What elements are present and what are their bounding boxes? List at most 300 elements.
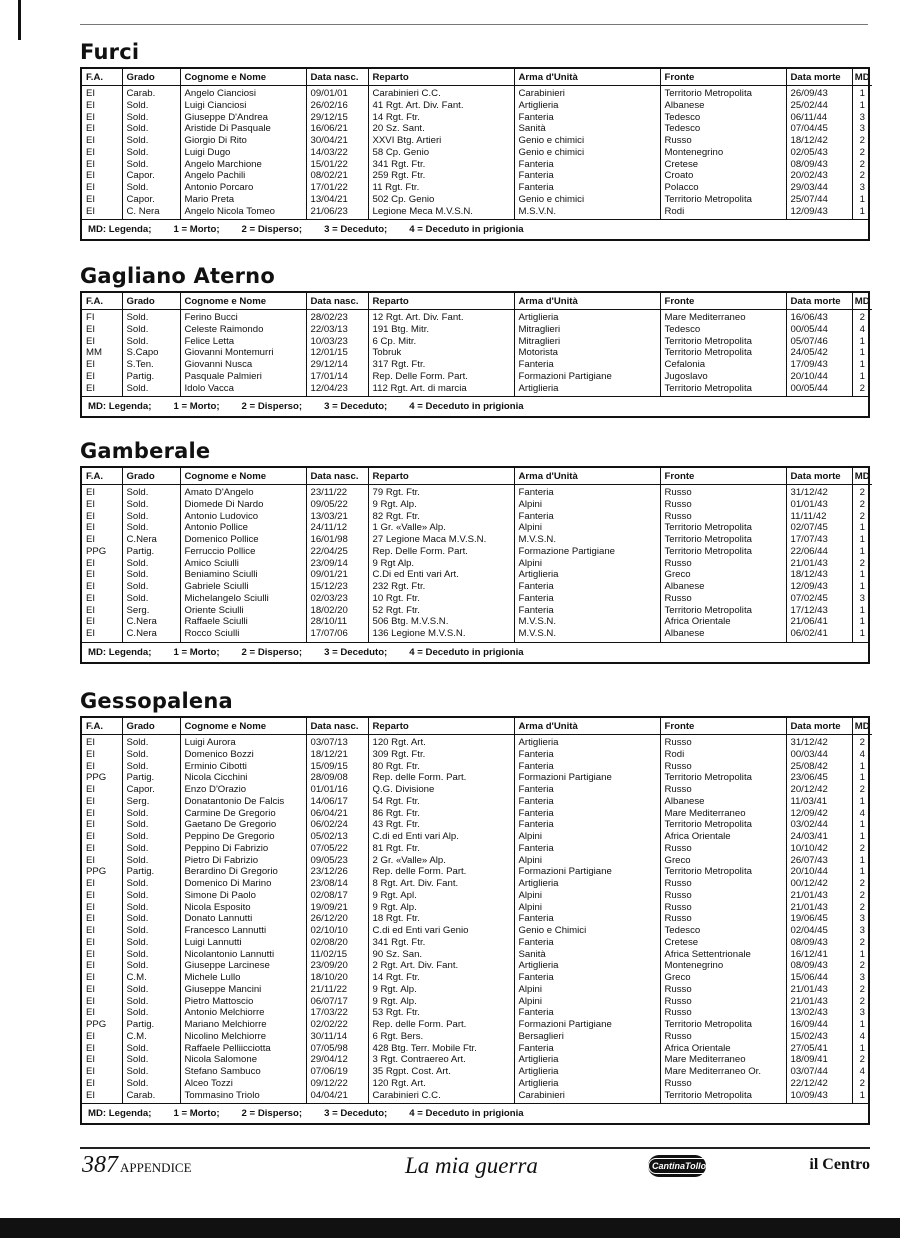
legend-label: MD: Legenda;	[88, 1108, 152, 1120]
table-cell: EI	[82, 1007, 122, 1019]
table-cell: 2	[859, 1054, 865, 1066]
table-cell: Russo	[660, 499, 786, 511]
table-cell: Rep. Delle Form. Part.	[368, 371, 514, 383]
table-cell: 26/07/43	[786, 855, 852, 867]
table-cell: EI	[82, 485, 122, 499]
table-cell: EI	[82, 1054, 122, 1066]
table-cell: Territorio Metropolita	[660, 772, 786, 784]
table-cell: 29/12/14	[306, 359, 368, 371]
legend-item: 1 = Morto;	[173, 401, 220, 413]
table-cell: Sold.	[122, 310, 180, 324]
table-cell: FI	[82, 310, 122, 324]
table-cell: Sold.	[122, 819, 180, 831]
table-cell: 1	[859, 948, 865, 960]
table-cell: Rodi	[660, 749, 786, 761]
casualty-table-box	[80, 716, 870, 1125]
table-row	[82, 866, 872, 878]
footer-rule	[80, 1147, 870, 1149]
legend-item: 3 = Deceduto;	[324, 224, 388, 236]
table-cell: 10/09/43	[786, 1090, 852, 1104]
table-cell: 21/01/43	[786, 902, 852, 914]
table-cell: 23/09/14	[306, 558, 368, 570]
corner-crop-mark	[0, 0, 21, 40]
table-cell: Tobruk	[368, 347, 514, 359]
table-row	[82, 878, 872, 890]
table-cell: 21/01/43	[786, 890, 852, 902]
table-cell: 28/09/08	[306, 772, 368, 784]
table-cell: Alpini	[514, 522, 660, 534]
table-cell: 04/04/21	[306, 1090, 368, 1104]
table-cell: 1	[859, 335, 865, 347]
sponsor-logo-text: CantinaTollo	[648, 1158, 710, 1174]
table-cell: EI	[82, 147, 122, 159]
table-cell: Artiglieria	[514, 100, 660, 112]
table-row	[82, 206, 872, 220]
table-cell: EI	[82, 784, 122, 796]
table-cell: 06/04/21	[306, 808, 368, 820]
table-cell: Montenegrino	[660, 147, 786, 159]
table-cell: Alpini	[514, 996, 660, 1008]
table-cell: 31/12/42	[786, 485, 852, 499]
table-cell: Fanteria	[514, 937, 660, 949]
table-cell: 2	[859, 995, 865, 1007]
table-cell: 17/01/22	[306, 182, 368, 194]
table-cell: Michele Lullo	[180, 972, 306, 984]
table-cell: EI	[82, 949, 122, 961]
table-cell: Stefano Sambuco	[180, 1066, 306, 1078]
table-cell: Fanteria	[514, 581, 660, 593]
table-cell: 17/03/22	[306, 1007, 368, 1019]
table-cell: 21/01/43	[786, 558, 852, 570]
table-cell: Michelangelo Sciulli	[180, 593, 306, 605]
table-cell: 18/09/41	[786, 1054, 852, 1066]
table-cell: 16/09/44	[786, 1019, 852, 1031]
table-cell: Territorio Metropolita	[660, 534, 786, 546]
table-cell: 19/09/21	[306, 902, 368, 914]
table-cell: EI	[82, 123, 122, 135]
table-cell: Sold.	[122, 383, 180, 397]
table-cell: 13/02/43	[786, 1007, 852, 1019]
table-cell: 3	[859, 913, 865, 925]
table-cell: Fanteria	[514, 796, 660, 808]
table-cell: 2	[859, 784, 865, 795]
table-cell: Sold.	[122, 1007, 180, 1019]
table-cell: Artiglieria	[514, 310, 660, 324]
table-cell: Angelo Marchione	[180, 159, 306, 171]
table-cell: Rocco Sciulli	[180, 628, 306, 642]
table-cell: Russo	[660, 902, 786, 914]
table-cell: Sold.	[122, 808, 180, 820]
table-cell: Domenico Bozzi	[180, 749, 306, 761]
table-row	[82, 735, 872, 749]
table-cell: Domenico Pollice	[180, 534, 306, 546]
table-cell: 2	[859, 487, 865, 498]
column-header: Data nasc.	[306, 718, 368, 735]
table-cell: Albanese	[660, 796, 786, 808]
table-cell: 12/09/42	[786, 808, 852, 820]
table-cell: Sold.	[122, 949, 180, 961]
table-cell: EI	[82, 761, 122, 773]
table-cell: 79 Rgt. Ftr.	[368, 485, 514, 499]
column-header: Reparto	[368, 718, 514, 735]
table-cell: Mitraglieri	[514, 324, 660, 336]
table-cell: 1	[859, 1089, 865, 1101]
column-header: F.A.	[82, 69, 122, 86]
table-cell: Greco	[660, 855, 786, 867]
table-cell: 31/12/42	[786, 735, 852, 749]
table-cell: Territorio Metropolita	[660, 866, 786, 878]
table-cell: 1	[859, 359, 865, 370]
table-cell: 20/10/44	[786, 866, 852, 878]
table-cell: 35 Rgpt. Cost. Art.	[368, 1066, 514, 1078]
table-cell: 1	[859, 1042, 865, 1054]
table-row	[82, 123, 872, 135]
table-row	[82, 86, 872, 100]
table-cell: Territorio Metropolita	[660, 522, 786, 534]
table-cell: 21/01/43	[786, 996, 852, 1008]
table-cell: 06/11/44	[786, 112, 852, 124]
table-cell: EI	[82, 593, 122, 605]
legend-item: 1 = Morto;	[173, 1108, 220, 1120]
table-cell: 1	[859, 772, 865, 784]
column-header: Arma d'Unità	[514, 69, 660, 86]
table-cell: S.Ten.	[122, 359, 180, 371]
table-cell: Sold.	[122, 937, 180, 949]
table-cell: 15/09/15	[306, 761, 368, 773]
table-cell: EI	[82, 960, 122, 972]
table-cell: 03/02/44	[786, 819, 852, 831]
legend-label: MD: Legenda;	[88, 646, 152, 658]
table-cell: Territorio Metropolita	[660, 819, 786, 831]
casualty-table	[82, 293, 872, 396]
column-header: Data morte	[786, 718, 852, 735]
table-row	[82, 749, 872, 761]
table-cell: Artiglieria	[514, 383, 660, 397]
table-cell: EI	[82, 972, 122, 984]
table-cell: Sold.	[122, 831, 180, 843]
table-cell: 03/07/44	[786, 1066, 852, 1078]
table-cell: EI	[82, 206, 122, 220]
table-cell: Greco	[660, 569, 786, 581]
table-cell: 24/03/41	[786, 831, 852, 843]
table-cell: EI	[82, 522, 122, 534]
table-cell: Antonio Ludovico	[180, 511, 306, 523]
table-cell: C.Di ed Enti vari Art.	[368, 569, 514, 581]
table-cell: 2	[859, 842, 865, 854]
table-cell: EI	[82, 86, 122, 100]
table-cell: 11 Rgt. Ftr.	[368, 182, 514, 194]
table-cell: MM	[82, 347, 122, 359]
table-cell: 08/09/43	[786, 159, 852, 171]
table-cell: Aristide Di Pasquale	[180, 123, 306, 135]
table-cell: Sold.	[122, 135, 180, 147]
table-cell: 1	[859, 581, 865, 592]
table-header-row	[82, 718, 872, 735]
table-cell: 23/08/14	[306, 878, 368, 890]
table-cell: 02/08/20	[306, 937, 368, 949]
table-cell: 11/03/41	[786, 796, 852, 808]
table-cell: 02/08/17	[306, 890, 368, 902]
table-row	[82, 558, 872, 570]
table-cell: 23/11/22	[306, 485, 368, 499]
column-header: Data morte	[786, 468, 852, 485]
table-cell: 112 Rgt. Art. di marcia	[368, 383, 514, 397]
table-cell: 2	[859, 983, 865, 995]
table-row	[82, 511, 872, 523]
table-cell: Motorista	[514, 347, 660, 359]
table-cell: Tedesco	[660, 324, 786, 336]
table-cell: 20 Sz. Sant.	[368, 123, 514, 135]
table-cell: XXVI Btg. Artieri	[368, 135, 514, 147]
table-cell: Sold.	[122, 100, 180, 112]
table-cell: Sold.	[122, 925, 180, 937]
table-cell: 12/04/23	[306, 383, 368, 397]
table-cell: Capor.	[122, 194, 180, 206]
table-cell: Sanità	[514, 949, 660, 961]
table-cell: 19/06/45	[786, 913, 852, 925]
table-cell: 9 Rgt. Alp.	[368, 996, 514, 1008]
table-cell: M.V.S.N.	[514, 628, 660, 642]
table-cell: Cefalonia	[660, 359, 786, 371]
table-cell: 21/06/23	[306, 206, 368, 220]
table-cell: 07/06/19	[306, 1066, 368, 1078]
page-footer	[80, 1152, 870, 1182]
page-section-label: APPENDICE	[120, 1160, 192, 1175]
table-cell: 23/06/45	[786, 772, 852, 784]
table-cell: PPG	[82, 866, 122, 878]
table-cell: 2	[859, 936, 865, 948]
table-cell: Genio e chimici	[514, 147, 660, 159]
table-cell: Alpini	[514, 499, 660, 511]
table-row	[82, 819, 872, 831]
table-cell: 25/02/44	[786, 100, 852, 112]
table-cell: 10/03/23	[306, 336, 368, 348]
section-title: Furci	[80, 40, 140, 64]
table-cell: 502 Cp. Genio	[368, 194, 514, 206]
table-cell: 1	[859, 534, 865, 545]
table-cell: 4	[859, 1066, 865, 1077]
table-cell: Gaetano De Gregorio	[180, 819, 306, 831]
table-row	[82, 1019, 872, 1031]
table-cell: EI	[82, 1031, 122, 1043]
table-cell: 09/05/22	[306, 499, 368, 511]
table-cell: Fanteria	[514, 972, 660, 984]
table-cell: EI	[82, 890, 122, 902]
table-cell: 3	[859, 182, 865, 193]
table-cell: 14/06/17	[306, 796, 368, 808]
table-cell: PPG	[82, 546, 122, 558]
table-cell: 309 Rgt. Ftr.	[368, 749, 514, 761]
table-cell: EI	[82, 100, 122, 112]
table-cell: Russo	[660, 890, 786, 902]
newspaper-brand: il Centro	[809, 1156, 870, 1173]
column-header: Data morte	[786, 69, 852, 86]
table-cell: EI	[82, 735, 122, 749]
bottom-scan-band	[0, 1218, 900, 1238]
table-cell: Serg.	[122, 796, 180, 808]
table-cell: EI	[82, 499, 122, 511]
table-cell: 13/04/21	[306, 194, 368, 206]
table-cell: Tedesco	[660, 112, 786, 124]
table-cell: 07/02/45	[786, 593, 852, 605]
table-cell: 2	[859, 557, 865, 569]
table-cell: Russo	[660, 558, 786, 570]
table-cell: C.Nera	[122, 628, 180, 642]
table-cell: 18 Rgt. Ftr.	[368, 913, 514, 925]
table-cell: Sold.	[122, 581, 180, 593]
table-cell: 41 Rgt. Art. Div. Fant.	[368, 100, 514, 112]
table-cell: Fanteria	[514, 182, 660, 194]
table-cell: Berardino Di Gregorio	[180, 866, 306, 878]
table-cell: EI	[82, 902, 122, 914]
column-header: F.A.	[82, 293, 122, 310]
table-row	[82, 522, 872, 534]
table-cell: 07/04/45	[786, 123, 852, 135]
table-cell: Sanità	[514, 123, 660, 135]
table-row	[82, 147, 872, 159]
table-row	[82, 855, 872, 867]
table-cell: 80 Rgt. Ftr.	[368, 761, 514, 773]
table-cell: Formazione Partigiane	[514, 546, 660, 558]
table-cell: Beniamino Sciulli	[180, 569, 306, 581]
table-cell: Fanteria	[514, 170, 660, 182]
table-cell: 02/10/10	[306, 925, 368, 937]
table-cell: 2	[859, 146, 865, 158]
table-cell: EI	[82, 984, 122, 996]
table-cell: EI	[82, 511, 122, 523]
table-cell: 30/04/21	[306, 135, 368, 147]
table-cell: 2 Rgt. Art. Div. Fant.	[368, 960, 514, 972]
table-cell: 07/05/22	[306, 843, 368, 855]
table-cell: Bersaglieri	[514, 1031, 660, 1043]
table-cell: Pasquale Palmieri	[180, 371, 306, 383]
table-cell: 00/03/44	[786, 749, 852, 761]
table-cell: Alpini	[514, 558, 660, 570]
table-cell: Nicola Esposito	[180, 902, 306, 914]
table-cell: EI	[82, 359, 122, 371]
table-cell: 86 Rgt. Ftr.	[368, 808, 514, 820]
table-cell: Rodi	[660, 206, 786, 220]
table-cell: Mario Preta	[180, 194, 306, 206]
table-cell: Donatantonio De Falcis	[180, 796, 306, 808]
table-cell: Territorio Metropolita	[660, 383, 786, 397]
table-cell: 22/04/25	[306, 546, 368, 558]
table-cell: Amato D'Angelo	[180, 485, 306, 499]
table-cell: Carabinieri C.C.	[368, 1090, 514, 1104]
table-cell: EI	[82, 855, 122, 867]
table-cell: 16/06/43	[786, 310, 852, 324]
table-cell: 09/01/01	[306, 86, 368, 100]
table-cell: 9 Rgt Alp.	[368, 558, 514, 570]
legend-item: 2 = Disperso;	[241, 401, 303, 413]
table-row	[82, 1054, 872, 1066]
table-cell: Alpini	[514, 984, 660, 996]
table-cell: EI	[82, 843, 122, 855]
table-cell: 09/12/22	[306, 1078, 368, 1090]
table-cell: Sold.	[122, 485, 180, 499]
table-cell: Russo	[660, 984, 786, 996]
table-cell: 52 Rgt. Ftr.	[368, 605, 514, 617]
table-cell: EI	[82, 925, 122, 937]
table-cell: Giuseppe D'Andrea	[180, 112, 306, 124]
table-cell: Alpini	[514, 831, 660, 843]
table-cell: Cretese	[660, 937, 786, 949]
table-cell: Formazioni Partigiane	[514, 371, 660, 383]
table-cell: C.M.	[122, 1031, 180, 1043]
table-cell: Nicola Salomone	[180, 1054, 306, 1066]
table-row	[82, 996, 872, 1008]
table-cell: 317 Rgt. Ftr.	[368, 359, 514, 371]
table-cell: 90 Sz. San.	[368, 949, 514, 961]
table-cell: Russo	[660, 1031, 786, 1043]
table-cell: 20/10/44	[786, 371, 852, 383]
table-cell: C.di ed Enti vari Genio	[368, 925, 514, 937]
table-cell: Artiglieria	[514, 878, 660, 890]
table-cell: 29/04/12	[306, 1054, 368, 1066]
table-cell: EI	[82, 913, 122, 925]
md-legend	[82, 396, 868, 416]
table-cell: 1	[859, 1019, 865, 1030]
table-cell: 29/12/15	[306, 112, 368, 124]
table-cell: 1	[859, 99, 865, 111]
table-cell: Luigi Cianciosi	[180, 100, 306, 112]
table-cell: 02/02/22	[306, 1019, 368, 1031]
table-cell: 1	[859, 370, 865, 382]
table-cell: Giuseppe Larcinese	[180, 960, 306, 972]
table-cell: C.Nera	[122, 534, 180, 546]
table-cell: 12/09/43	[786, 581, 852, 593]
table-cell: Formazioni Partigiane	[514, 1019, 660, 1031]
table-cell: 2 Gr. «Valle» Alp.	[368, 855, 514, 867]
table-cell: EI	[82, 937, 122, 949]
table-cell: 30/11/14	[306, 1031, 368, 1043]
table-row	[82, 796, 872, 808]
table-row	[82, 347, 872, 359]
table-cell: Sold.	[122, 159, 180, 171]
table-cell: Russo	[660, 1078, 786, 1090]
table-cell: 82 Rgt. Ftr.	[368, 511, 514, 523]
table-cell: EI	[82, 194, 122, 206]
table-cell: 2	[859, 901, 865, 913]
table-cell: Mariano Melchiorre	[180, 1019, 306, 1031]
table-cell: Rep. delle Form. Part.	[368, 1019, 514, 1031]
table-cell: Carabinieri	[514, 86, 660, 100]
column-header: Data nasc.	[306, 468, 368, 485]
table-cell: 08/09/43	[786, 960, 852, 972]
table-cell: Nicola Cicchini	[180, 772, 306, 784]
table-cell: Fanteria	[514, 843, 660, 855]
table-cell: Sold.	[122, 1078, 180, 1090]
table-row	[82, 984, 872, 996]
casualty-table	[82, 69, 872, 219]
table-row	[82, 1007, 872, 1019]
table-cell: Fanteria	[514, 819, 660, 831]
table-cell: EI	[82, 796, 122, 808]
table-cell: 54 Rgt. Ftr.	[368, 796, 514, 808]
table-cell: 08/02/21	[306, 170, 368, 182]
table-cell: 1	[859, 604, 865, 616]
table-cell: 21/11/22	[306, 984, 368, 996]
table-cell: Legione Meca M.V.S.N.	[368, 206, 514, 220]
table-cell: Sold.	[122, 123, 180, 135]
table-cell: Luigi Dugo	[180, 147, 306, 159]
table-cell: EI	[82, 135, 122, 147]
table-cell: Africa Orientale	[660, 616, 786, 628]
table-cell: Antonio Porcaro	[180, 182, 306, 194]
table-cell: Russo	[660, 878, 786, 890]
table-cell: 1	[859, 795, 865, 807]
table-cell: Diomede Di Nardo	[180, 499, 306, 511]
